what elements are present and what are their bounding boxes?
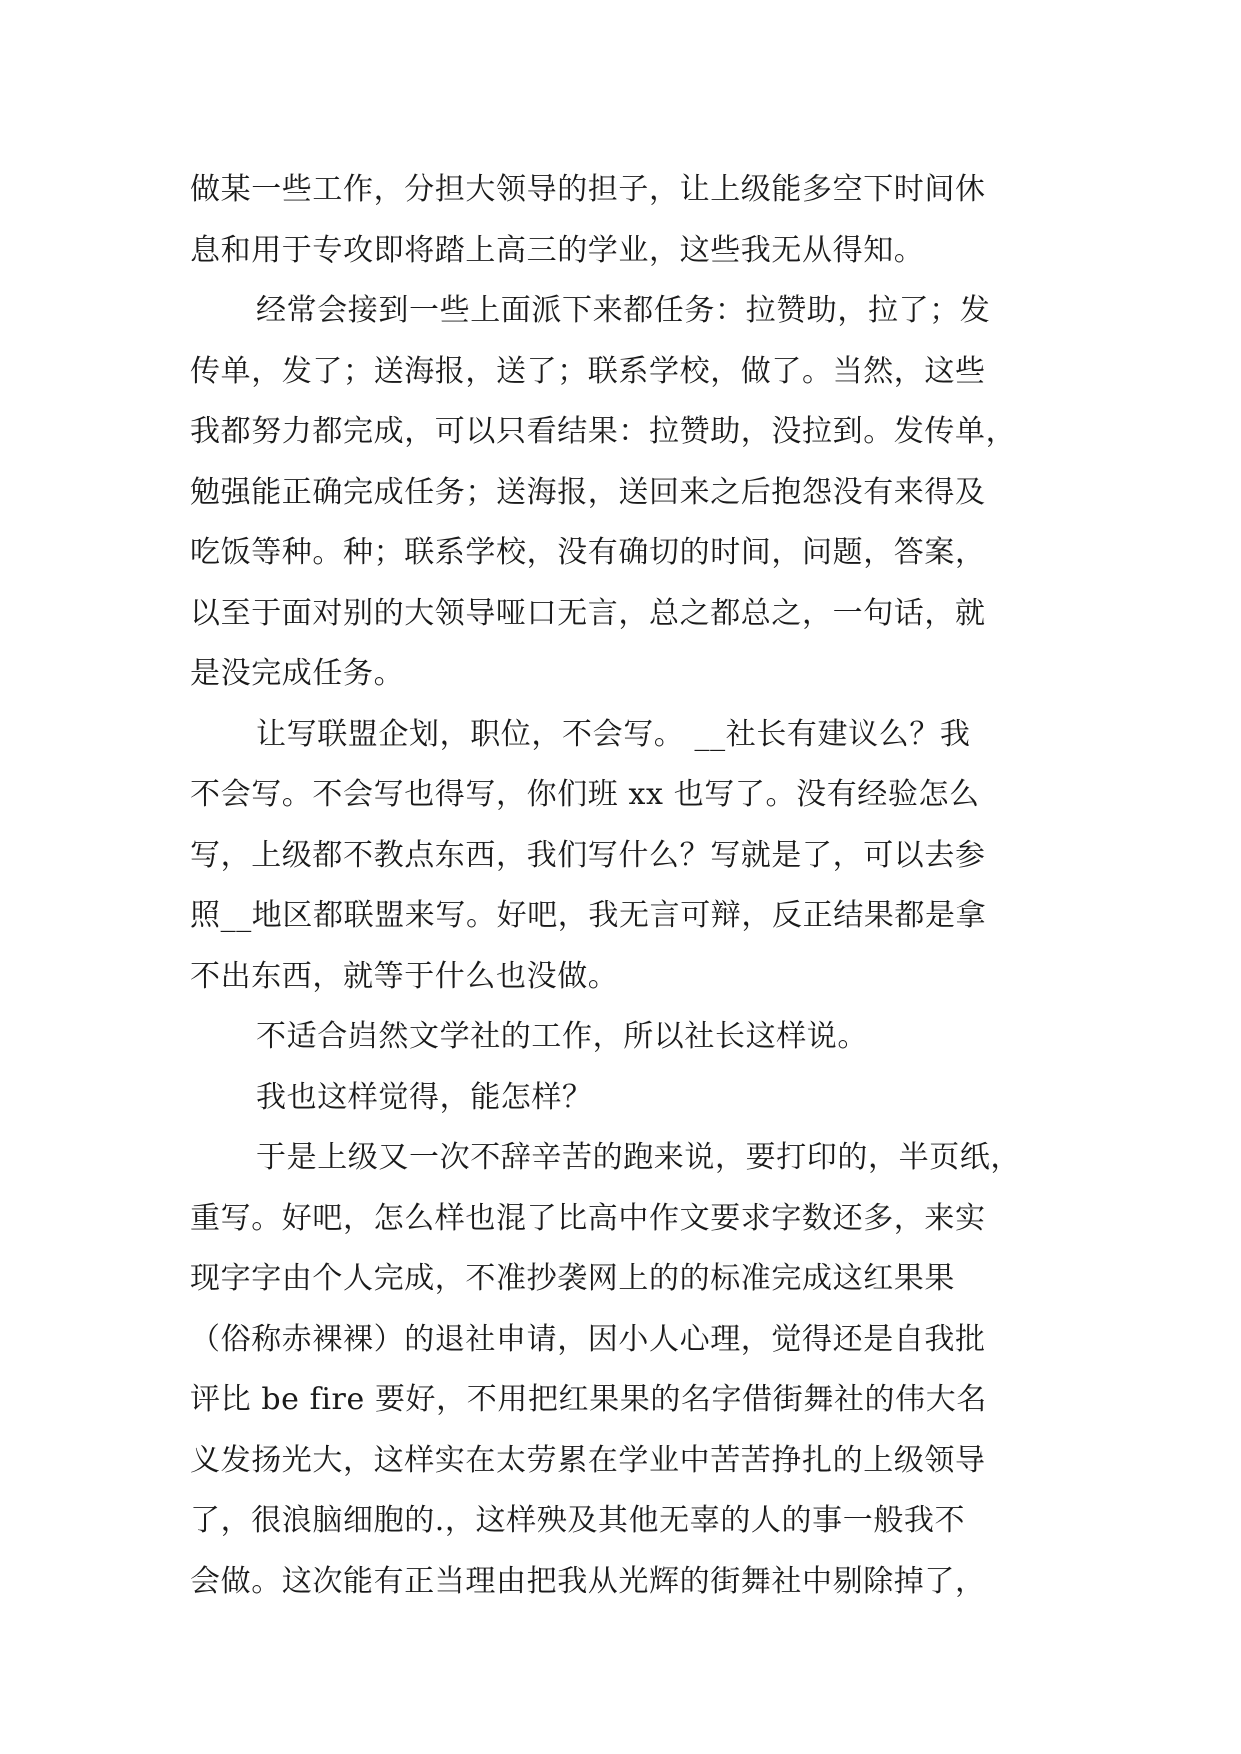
text-line: 我都努力都完成，可以只看结果：拉赞助，没拉到。发传单， bbox=[190, 414, 1017, 449]
text-line: 做某一些工作，分担大领导的担子，让上级能多空下时间休 bbox=[190, 172, 986, 207]
text-line: 现字字由个人完成，不准抄袭网上的的标准完成这红果果 bbox=[190, 1261, 955, 1296]
text-line: 不适合岿然文学社的工作，所以社长这样说。 bbox=[256, 1019, 868, 1054]
text-line: 是没完成任务。 bbox=[190, 656, 405, 691]
text-line: 吃饭等种。种；联系学校，没有确切的时间，问题，答案， bbox=[190, 535, 986, 570]
text-line: 会做。这次能有正当理由把我从光辉的街舞社中剔除掉了， bbox=[190, 1563, 986, 1599]
text-line: 不出东西，就等于什么也没做。 bbox=[190, 958, 619, 994]
text-line: 于是上级又一次不辞辛苦的跑来说，要打印的，半页纸， bbox=[256, 1140, 1021, 1175]
text-line: 让写联盟企划，职位，不会写。 __社长有建议么？我 bbox=[256, 716, 971, 752]
body-text bbox=[190, 160, 1070, 1612]
text-line: 照__地区都联盟来写。好吧，我无言可辩，反正结果都是拿 bbox=[190, 898, 987, 933]
text-line: 我也这样觉得，能怎样？ bbox=[256, 1079, 593, 1115]
text-line: 传单，发了；送海报，送了；联系学校，做了。当然，这些 bbox=[190, 353, 986, 389]
text-line: 义发扬光大，这样实在太劳累在学业中苦苦挣扎的上级领导 bbox=[190, 1442, 986, 1478]
text-line: 不会写。不会写也得写，你们班 xx 也写了。没有经验怎么 bbox=[190, 777, 980, 812]
text-line: 以至于面对别的大领导哑口无言，总之都总之，一句话，就 bbox=[190, 595, 986, 631]
text-line: 了，很浪脑细胞的.，这样殃及其他无辜的人的事一般我不 bbox=[190, 1503, 966, 1538]
text-line: 评比 be fire 要好，不用把红果果的名字借街舞社的伟大名 bbox=[190, 1382, 987, 1417]
text-line: 写，上级都不教点东西，我们写什么？写就是了，可以去参 bbox=[190, 837, 986, 873]
text-line: 重写。好吧，怎么样也混了比高中作文要求字数还多，来实 bbox=[190, 1200, 986, 1236]
text-line: 勉强能正确完成任务；送海报，送回来之后抱怨没有来得及 bbox=[190, 474, 986, 510]
text-line: 息和用于专攻即将踏上高三的学业，这些我无从得知。 bbox=[190, 232, 925, 268]
text-line: （俗称赤裸裸）的退社申请，因小人心理，觉得还是自我批 bbox=[190, 1321, 986, 1357]
text-line: 经常会接到一些上面派下来都任务：拉赞助，拉了；发 bbox=[256, 293, 991, 328]
